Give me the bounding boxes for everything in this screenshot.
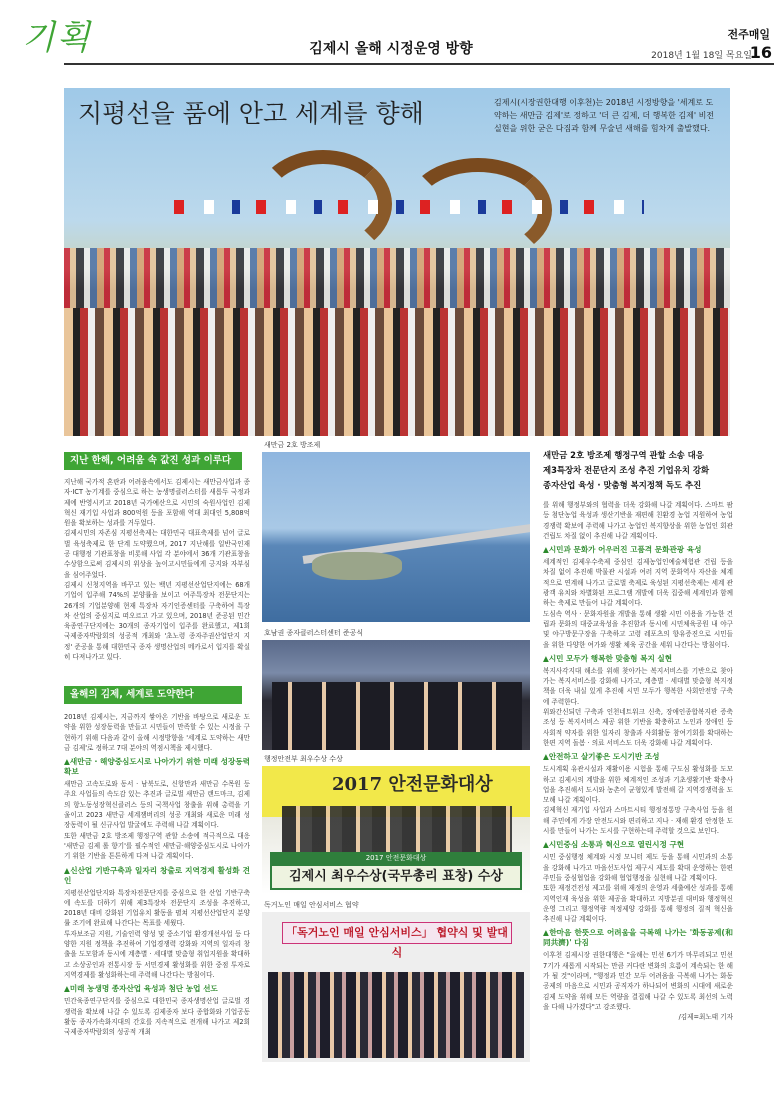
- paragraph: 도심속 역사 · 문화자원을 개발을 통해 생활 시민 이용을 가능한 건립과 문화의 대중교육성을 추진함과 동시에 시민체육공원 내 야구 및 야구방문구장을 구축하고 고령 레포츠의 향유증진으로 시민들을 위한 다양한 여가와 생활 체육 공간을 세워 나간다는 방침이다.: [543, 609, 733, 649]
- right-headline: [543, 448, 743, 493]
- byline: /김제=최노태 기자: [678, 1013, 733, 1022]
- hero-title: 지평선을 품에 안고 세계를 향해: [78, 99, 424, 128]
- newspaper-name: 전주매일: [727, 28, 770, 41]
- subheading: ▲시민과 문화가 어우러진 고품격 문화관광 육성: [543, 545, 702, 555]
- photo-caption: 독거노인 매일 안심서비스 협약: [264, 901, 359, 909]
- subheading: ▲미래 농생명 종자산업 육성과 첨단 농업 선도: [64, 984, 218, 994]
- festival-crowd-front: [64, 308, 730, 436]
- paragraph: 김제혁신 재기입 사업과 스마트시티 행정정통망 구축사업 등을 원해 주민에게 가장 안전도시와 편리하고 지나 · 재해 환경 안정한 도시를 만들어 나가는 도시를 구현하는데 주력할 것으로 보인다.: [543, 806, 733, 836]
- headline-line: 새만금 2호 방조제 행정구역 관할 소송 대응: [543, 450, 704, 460]
- agreement-group: [268, 972, 524, 1058]
- section-2-body: [64, 712, 250, 1037]
- paragraph: 시민 중심행정 체계와 시정 모니터 제도 등을 통해 시민과의 소통을 강화해 나가고 마을선도사업 제구시 제도를 확대 운영하는 한편 주민들 중심협업을 강화해 협업행정을 실현해 나갈 계획이다.: [543, 853, 733, 882]
- paragraph: 지난해 국가적 혼란과 어려움속에서도 김제시는 새만금사업과 종자·ICT 농기계를 중심으로 하는 농생명클러스터를 새롭두 국정과제에 반영시키고 2018년 국가예산으로 시민의 숙원사업인 김제혁신 재기입 사업과 800억원 등을 포함해 역대 최대인 5,808억원을 확보하는 성과를 거두었다.: [64, 478, 250, 528]
- paragraph: 위와간신되던 구축과 인천네트워크 신축, 장애인종합복지관 증축 조성 등 복지서비스 제공 위한 기반을 확충하고 노인과 장애인 등 사회적 약자를 위한 일자리 창출과 사회활동 참여기회를 확대하는 한편 지역 돌봄 · 의료 서비스도 더욱 강화해 나갈 계획이다.: [543, 708, 733, 747]
- paragraph: 를 위해 행정부와의 협력을 더욱 강화해 나갈 계획이다. 스마트 팜 등 첨단농업 육성과 생산기반을 재편해 친환경 농업 지원하여 농업경쟁력 확보에 주력해 나가고 농업인 복지향상을 위한 농업인 회관 건립도 차질 없이 추진해 나갈 계획이다.: [543, 501, 733, 540]
- paragraph: 또한 새만금 2호 방조제 행정구역 관할 소송에 적극적으로 대응 '새만금 김제 롤 향기'를 필수적인 새만금·해양중심도시로 나아가기 위한 기반을 튼튼하게 다져 나갈 계획이다.: [64, 831, 250, 861]
- right-body: [543, 500, 733, 1022]
- paragraph: 세계적인 김제우수축제 중심인 김제농업인예술체험관 건립 등을 차질 없이 추진해 박물관 시설과 여러 지역 문화역사 자산을 체계적으로 연계해 나가고 글로벌 축제로 육성된 지평선축제는 세계 관광객 유치와 차별화된 프로그램 개발에 더욱 집중해 세계인과 함께하는 축제로 만들어 나갈 계획이다.: [543, 558, 733, 608]
- award-title: 2017 안전문화대상: [332, 774, 493, 795]
- page-title: 김제시 올해 시정운영 방향: [309, 41, 473, 57]
- paragraph: 김제시 신청지역을 바꾸고 있는 백년 지평선산업단지에는 68개 기업이 입주해 74%의 분양률을 보이고 여주특장차 전문단지는 26개의 기업분양해 현재 특장차 자기인증센터를 구축하여 특장차 산업의 중심지로 떠오르고 가고 있으며, 2018년 준공된 민간육종연구단지에는 30개의 종자기업이 입주를 완료했고, 제1회 국제종자박람회의 성공적 개최와 '초노령 종자주권산업단지 지정' 준공을 통해 대한민국 종자 생명산업의 메카로서 입지를 확실히 다져나가고 있다.: [64, 580, 250, 662]
- agreement-banner: 「독거노인 매일 안심서비스」 협약식 및 발대식: [282, 922, 512, 944]
- subheading: ▲새만금 · 해양중심도시로 나아가기 위한 미래 성장동력 확보: [64, 757, 250, 777]
- section-tag: 기획: [22, 18, 92, 58]
- section-heading-2: 올해의 김제, 세계로 도약한다: [64, 686, 242, 704]
- paragraph: 또한 재정건전성 제고를 위해 재정의 운영과 세출예산 성과를 통해 지역인재 육성을 위한 제공을 확대하고 지방분권 대비와 행정혁신 운영 그리고 행정역량 적정제양 강화를 통해 행정의 질적 혁신을 추진해 나갈 계획이다.: [543, 884, 733, 924]
- paragraph: 복지사각지대 해소를 위해 찾아가는 복지서비스를 기반으로 찾아가는 복지서비스를 강화해 나가고, 계층별 · 세대별 맞춤형 복지정책을 더욱 내실 있게 추진해 시민 모두가 행복한 사회안전망 구축에 주력한다.: [543, 666, 733, 706]
- island: [312, 552, 402, 580]
- award-banner: 김제시 최우수상(국무총리 표창) 수상: [270, 864, 522, 890]
- section-1-body: [64, 477, 250, 662]
- section-heading-1: 지난 한해, 어려움 속 값진 성과 이루다: [64, 452, 242, 470]
- paragraph: 투자보조금 지원, 기술인력 양성 및 중소기업 환경개선사업 등 다양한 지원 정책을 추진하여 기업경쟁력 강화와 지역의 일자리 창출을 도모함과 동시에 계층별 · 세대별 맞춤형 취업지원을 확대하고 소상공인과 전통시장 등 서민경제 활성화를 위한 중점 투자로 지역경제를 활성화하는데 주력해 나간다는 방침이다.: [64, 929, 250, 979]
- award-photo: [262, 766, 530, 894]
- ceremony-photo: [262, 640, 530, 750]
- paragraph: 민간육종연구단지를 중심으로 대한민국 종자생명산업 글로벌 경쟁력을 확보해 나갈 수 있도록 김제종자 보다 종합화와 기업공동활동 종자가속화지대의 간호를 지속적으로 전개해 나가고 제2회 국제종자박람회의 성공적 개최: [64, 997, 250, 1037]
- paragraph: 김제시민의 자존심 지평선축제는 대한민국 대표축제를 넘어 글로벌 육성축제로 한 단계 도약했으며, 2017 지난해를 일반국인재공 대행정 기관표창을 비롯해 사업 각 분야에서 36개 기관표창을 수상함으로써 김제시의 위상을 높이고시민들에게 긍지와 자부심을 심어주었다.: [64, 529, 250, 579]
- photo-caption: 새만금 2호 방조제: [264, 441, 321, 449]
- subheading: ▲안전하고 살기좋은 도시기반 조성: [543, 752, 660, 762]
- subheading: ▲시민중심 소통과 혁신으로 열린시정 구현: [543, 840, 685, 850]
- headline-line: 제3특장차 전문단지 조성 추진 기업유치 강화: [543, 465, 710, 475]
- flag-row: [174, 200, 644, 214]
- subheading: ▲한마음 한뜻으로 어려움을 극복해 나가는 '화동공제(和同共濟)' 다짐: [543, 928, 733, 948]
- agreement-photo: [262, 912, 530, 1062]
- paragraph: 이후천 김제시장 권한대행은 "올해는 민선 6기가 마무리되고 민선 7기가 새롭게 시작되는 만큼 커다란 변화의 흐름이 계속되는 한 해가 될 것"이라며, "행정과 민간 모두 어려움을 극복해 나가는 화동공제의 마음으로 시민과 공직자가 하나되어 변화의 시대에 새로운 김제 도약을 위해 모든 역량을 결집해 나갈 수 있도록 최선의 노력을 다해 나가겠다"고 강조했다.: [543, 951, 733, 1011]
- headline-line: 종자산업 육성 · 맞춤형 복지정책 독도 추진: [543, 480, 702, 490]
- seawall-aerial-photo: [262, 452, 530, 622]
- paragraph: 도시계획 유관시설과 재활이용 시험을 통해 구도심 활성화를 도모하고 김제시의 계발을 위한 체계적인 조성과 기초생활기반 확충사업을 추진해서 도시와 농촌이 균형있게 발전해 갈 지역경쟁력을 도모해 나갈 계획이다.: [543, 765, 733, 805]
- award-recipients: [282, 806, 512, 852]
- hero-lead: 김제시(시장권한대행 이후천)는 2018년 시정방향을 '세계로 도약하는 새만금 김제'로 정하고 '더 큰 김제, 더 행복한 김제' 비전 실현을 위한 굳은 다짐과 함께 무술년 새해를 힘차게 출발했다.: [494, 98, 715, 133]
- page-number: 16: [749, 43, 772, 62]
- photo-caption: 호남권 종자클러스터센터 준공식: [264, 629, 364, 637]
- officials-group: [272, 682, 522, 750]
- photo-caption: 행정안전부 최우수상 수상: [264, 755, 343, 763]
- paragraph: 새만금 고속도로와 동서 · 남북도로, 신항만과 새만금 수목원 등 주요 사업들의 속도감 있는 추진과 글로벌 새만금 랜드마크, 김제의 항노동성장혁신클러스 등의 국책사업 창출을 위해 총력을 기울이고 2023 새만금 세계잼버리의 성공 개최와 새로운 미래 성장동력이 될 신규사업 발굴에도 주력해 나갈 계획이다.: [64, 780, 250, 830]
- paragraph: 2018년 김제시는, 지금까지 쌓아온 기반을 바탕으로 새로운 도약을 위한 성장동력을 만들고 시민들이 만족할 수 있는 시정을 구현하기 위해 다음과 같이 올해 시정방향을 '세계로 도약하는 새만금 김제'로 정하고 7대 분야의 역점시책을 제시했다.: [64, 713, 250, 752]
- award-banner-top: 2017 안전문화대상: [270, 852, 522, 864]
- issue-date: 2018년 1월 18일 목요일: [651, 51, 752, 61]
- subheading: ▲신산업 기반구축과 일자리 창출로 지역경제 활성화 견인: [64, 865, 250, 885]
- subheading: ▲시민 모두가 행복한 맞춤형 복지 실현: [543, 653, 673, 663]
- header-rule: [64, 63, 774, 65]
- hero-photo: [64, 88, 730, 436]
- paragraph: 지평선산업단지와 특장차전문단지를 중심으로 한 산업 기반구축에 속도를 더하기 위해 제3특장차 전문단지 조성을 추진하고, 2018년 대비 강화된 기업유치 활동을 펼쳐 지평선산업단지 분양률 조기에 완료해 나간다는 목표를 세웠다.: [64, 888, 250, 928]
